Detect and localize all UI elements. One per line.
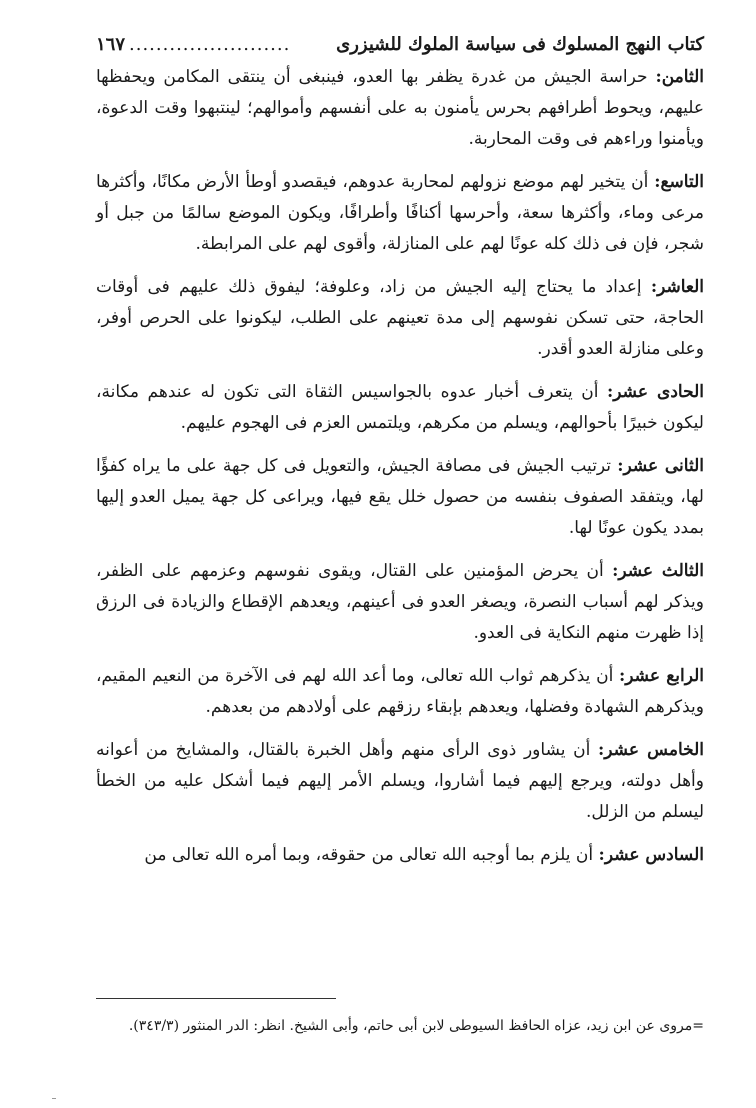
paragraph-label: الثامن: (655, 67, 704, 87)
paragraph-text: ترتيب الجيش فى مصافة الجيش، والتعويل فى كل جهة على ما يراه كفؤًا لها، ويتفقد الصفوف بنفسه من حصول خلل يقع فيها، ويراعى كل جهة يميل العدو إليها بمدد يكون عونًا لها. (96, 456, 704, 538)
header-leader-dots: ........................ (129, 34, 291, 55)
page-number: ١٦٧ (96, 34, 126, 55)
paragraph-label: الخامس عشر: (598, 740, 704, 760)
scan-mark (52, 1098, 56, 1099)
paragraph-twelfth (96, 451, 704, 544)
paragraph-thirteenth (96, 556, 704, 649)
running-header (96, 30, 704, 60)
paragraph-text: حراسة الجيش من غدرة يظفر بها العدو، فينبغى أن ينتقى المكامن ويحفظها عليهم، ويحوط أطرافهم بحرس يأمنون به على أنفسهم وأموالهم؛ لينتبهوا وقت الدعوة، ويأمنوا وراءهم فى وقت المحاربة. (96, 67, 704, 149)
main-text (96, 62, 704, 871)
paragraph-text: أن يحرض المؤمنين على القتال، ويقوى نفوسهم وعزمهم على الظفر، ويذكر لهم أسباب النصرة، ويصغر العدو فى أعينهم، ويعدهم الإقطاع والزيادة فى الرزق إذا ظهرت منهم النكاية فى العدو. (96, 561, 704, 643)
paragraph-eleventh (96, 377, 704, 439)
footnote-divider (96, 998, 336, 999)
paragraph-fifteenth (96, 735, 704, 828)
paragraph-label: الرابع عشر: (619, 666, 704, 686)
paragraph-tenth (96, 272, 704, 365)
paragraph-ninth (96, 167, 704, 260)
paragraph-label: الثالث عشر: (612, 561, 705, 581)
paragraph-label: الحادى عشر: (607, 382, 704, 402)
book-title: كتاب النهج المسلوك فى سياسة الملوك للشيزرى (336, 34, 704, 55)
paragraph-text: أن يتخير لهم موضع نزولهم لمحاربة عدوهم، فيقصدو أوطأ الأرض مكانًا، وأكثرها مرعى وماء، وأكثرها سعة، وأحرسها أكنافًا وأطرافًا، ويكون الموضع سالمًا من جبل أو شجر، فإن فى ذلك كله عونًا لهم على المنازلة، وأقوى لهم على المرابطة. (96, 172, 704, 254)
paragraph-label: الثانى عشر: (617, 456, 704, 476)
paragraph-text: أن يلزم بما أوجبه الله تعالى من حقوقه، وبما أمره الله تعالى من (144, 845, 599, 865)
paragraph-sixteenth (96, 840, 704, 871)
footnote: =مروى عن ابن زيد، عزاه الحافظ السيوطى لابن أبى حاتم، وأبى الشيخ. انظر: الدر المنثور (٣٤٣/٣). (128, 1018, 704, 1034)
paragraph-label: العاشر: (650, 277, 704, 297)
paragraph-fourteenth (96, 661, 704, 723)
paragraph-eighth (96, 62, 704, 155)
paragraph-label: السادس عشر: (598, 845, 704, 865)
paragraph-text: أن يتعرف أخبار عدوه بالجواسيس الثقاة التى تكون له عندهم مكانة، ليكون خبيرًا بأحوالهم، ويسلم من مكرهم، ويلتمس العزم فى الهجوم عليهم. (96, 382, 704, 433)
paragraph-text: إعداد ما يحتاج إليه الجيش من زاد، وعلوفة؛ ليفوق ذلك عليهم فى أوقات الحاجة، حتى تسكن نفوسهم إلى مدة تعينهم على الطلب، ليكونوا على الحرص أوفر، وعلى منازلة العدو أقدر. (96, 277, 704, 359)
book-page (96, 30, 704, 1090)
paragraph-label: التاسع: (654, 172, 704, 192)
paragraph-text: أن يشاور ذوى الرأى منهم وأهل الخبرة بالقتال، والمشايخ من أعوانه وأهل دولته، ويرجع إليهم فيما أشاروا، ويسلم الأمر إليهم فيما أشكل عليه من الخطأ ليسلم من الزلل. (96, 740, 704, 822)
paragraph-text: أن يذكرهم ثواب الله تعالى، وما أعد الله لهم فى الآخرة من النعيم المقيم، ويذكرهم الشهادة وفضلها، ويعدهم بإبقاء رزقهم على أولادهم من بعدهم. (96, 666, 704, 717)
